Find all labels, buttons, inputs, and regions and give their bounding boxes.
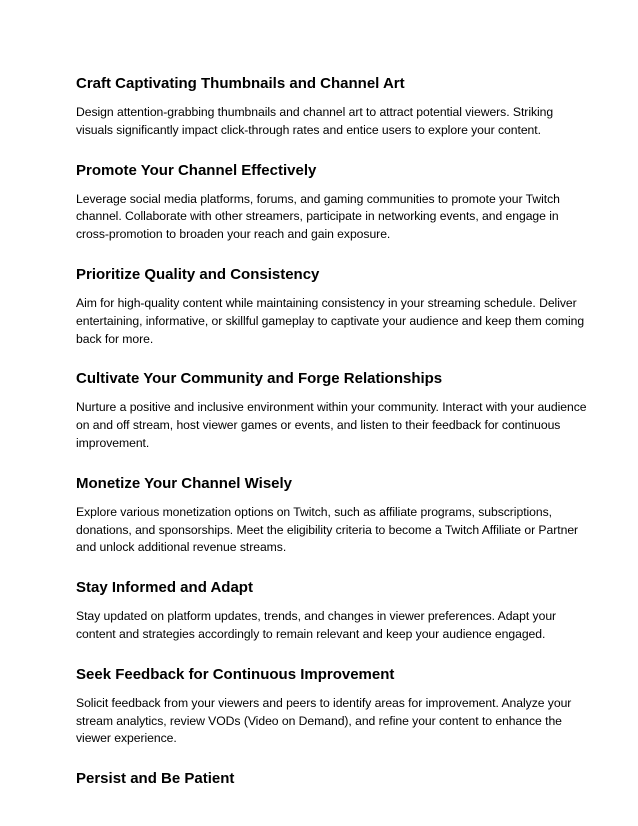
section-monetize xyxy=(76,474,579,557)
paragraph-line: Leverage social media platforms, forums, and gaming communities to promote your Twitch xyxy=(76,191,560,206)
section-paragraph xyxy=(76,608,576,644)
paragraph-line: visuals significantly impact click-through rates and entice users to explore your content. xyxy=(76,122,541,137)
section-heading: Monetize Your Channel Wisely xyxy=(76,474,293,492)
paragraph-line: back for more. xyxy=(76,331,154,346)
paragraph-line: cross-promotion to broaden your reach and gain exposure. xyxy=(76,227,391,242)
section-heading: Craft Captivating Thumbnails and Channel Art xyxy=(76,75,405,92)
paragraph-line: channel. Collaborate with other streamers, participate in networking events, and engage in xyxy=(76,209,559,224)
section-heading: Prioritize Quality and Consistency xyxy=(76,265,320,283)
section-informed xyxy=(76,578,576,644)
paragraph-line: improvement. xyxy=(76,435,150,450)
paragraph-line: Design attention-grabbing thumbnails and channel art to attract potential viewers. Striking xyxy=(76,105,554,119)
section-heading: Promote Your Channel Effectively xyxy=(76,161,317,179)
section-paragraph xyxy=(76,104,576,140)
paragraph-line: viewer experience. xyxy=(76,731,177,746)
section-paragraph xyxy=(76,504,579,557)
paragraph-line: Nurture a positive and inclusive environment within your community. Interact with your audience xyxy=(76,400,587,415)
paragraph-line: donations, and sponsorships. Meet the eligibility criteria to become a Twitch Affiliate or Partner xyxy=(76,522,579,537)
section-persist xyxy=(76,769,576,789)
section-heading: Cultivate Your Community and Forge Relationships xyxy=(76,370,443,388)
paragraph-line: stream analytics, review VODs (Video on Demand), and refine your content to enhance the xyxy=(76,713,562,728)
section-heading: Persist and Be Patient xyxy=(76,770,235,788)
section-paragraph xyxy=(76,695,576,748)
paragraph-line: content and strategies accordingly to remain relevant and keep your audience engaged. xyxy=(76,626,546,641)
paragraph-line: Explore various monetization options on Twitch, such as affiliate programs, subscriptions, xyxy=(76,504,553,519)
paragraph-line: Stay updated on platform updates, trends, and changes in viewer preferences. Adapt your xyxy=(76,609,557,624)
section-heading: Stay Informed and Adapt xyxy=(76,579,253,597)
section-paragraph xyxy=(76,295,585,348)
paragraph-line: entertaining, informative, or skillful gameplay to captivate your audience and keep them coming xyxy=(76,313,585,328)
paragraph-line: on and off stream, host viewer games or events, and listen to their feedback for continuous xyxy=(76,418,561,433)
section-community xyxy=(76,369,587,452)
section-heading: Seek Feedback for Continuous Improvement xyxy=(76,665,395,683)
paragraph-line: Solicit feedback from your viewers and peers to identify areas for improvement. Analyze your xyxy=(76,695,572,710)
document-body xyxy=(76,74,587,799)
section-quality xyxy=(76,265,585,348)
section-promote xyxy=(76,161,576,244)
section-paragraph xyxy=(76,399,587,452)
paragraph-line: and unlock additional revenue streams. xyxy=(76,540,287,555)
section-thumbnails xyxy=(76,74,576,140)
section-paragraph xyxy=(76,191,576,244)
paragraph-line: Aim for high-quality content while maintaining consistency in your streaming schedule. Deliver xyxy=(76,295,577,310)
section-feedback xyxy=(76,665,576,748)
